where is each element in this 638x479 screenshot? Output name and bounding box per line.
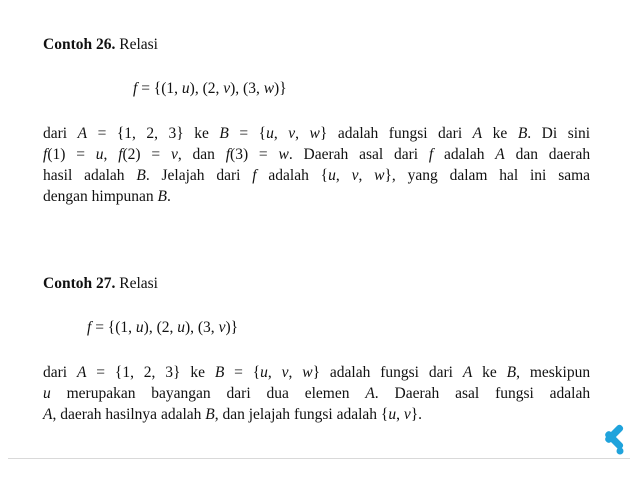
example-27-intro: Relasi xyxy=(119,275,158,292)
logo-dot xyxy=(617,448,624,455)
paragraph-line: u merupakan bayangan dari dua elemen A. Daerah asal fungsi adalah xyxy=(43,385,591,402)
example-26-formula xyxy=(133,78,287,99)
paragraph-line: dengan himpunan B. xyxy=(43,188,171,205)
example-26-heading xyxy=(43,34,590,55)
paragraph-line: f(1) = u, f(2) = v, dan f(3) = w. Daerah asal dari f adalah A dan daerah xyxy=(43,146,591,163)
formula-text: f = {(1, u), (2, u), (3, v)} xyxy=(87,319,239,336)
paragraph-line: dari A = {1, 2, 3} ke B = {u, v, w} adalah fungsi dari A ke B, meskipun xyxy=(43,364,591,381)
footer-divider xyxy=(8,458,630,459)
example-27-heading xyxy=(43,273,590,294)
example-27-paragraph xyxy=(43,362,590,425)
example-27-formula xyxy=(87,317,238,338)
example-26-paragraph xyxy=(43,123,590,207)
example-26-intro: Relasi xyxy=(119,36,158,53)
paragraph-line: hasil adalah B. Jelajah dari f adalah {u, v, w}, yang dalam hal ini sama xyxy=(43,167,591,184)
example-26-label: Contoh 26. xyxy=(43,36,116,53)
formula-text: f = {(1, u), (2, v), (3, w)} xyxy=(133,80,287,97)
example-27-label: Contoh 27. xyxy=(43,275,116,292)
chevron-logo-icon xyxy=(590,418,626,456)
paragraph-line: A, daerah hasilnya adalah B, dan jelajah fungsi adalah {u, v}. xyxy=(43,406,423,423)
paragraph-line: dari A = {1, 2, 3} ke B = {u, v, w} adalah fungsi dari A ke B. Di sini xyxy=(43,125,591,142)
logo-chevron-group xyxy=(604,424,625,455)
